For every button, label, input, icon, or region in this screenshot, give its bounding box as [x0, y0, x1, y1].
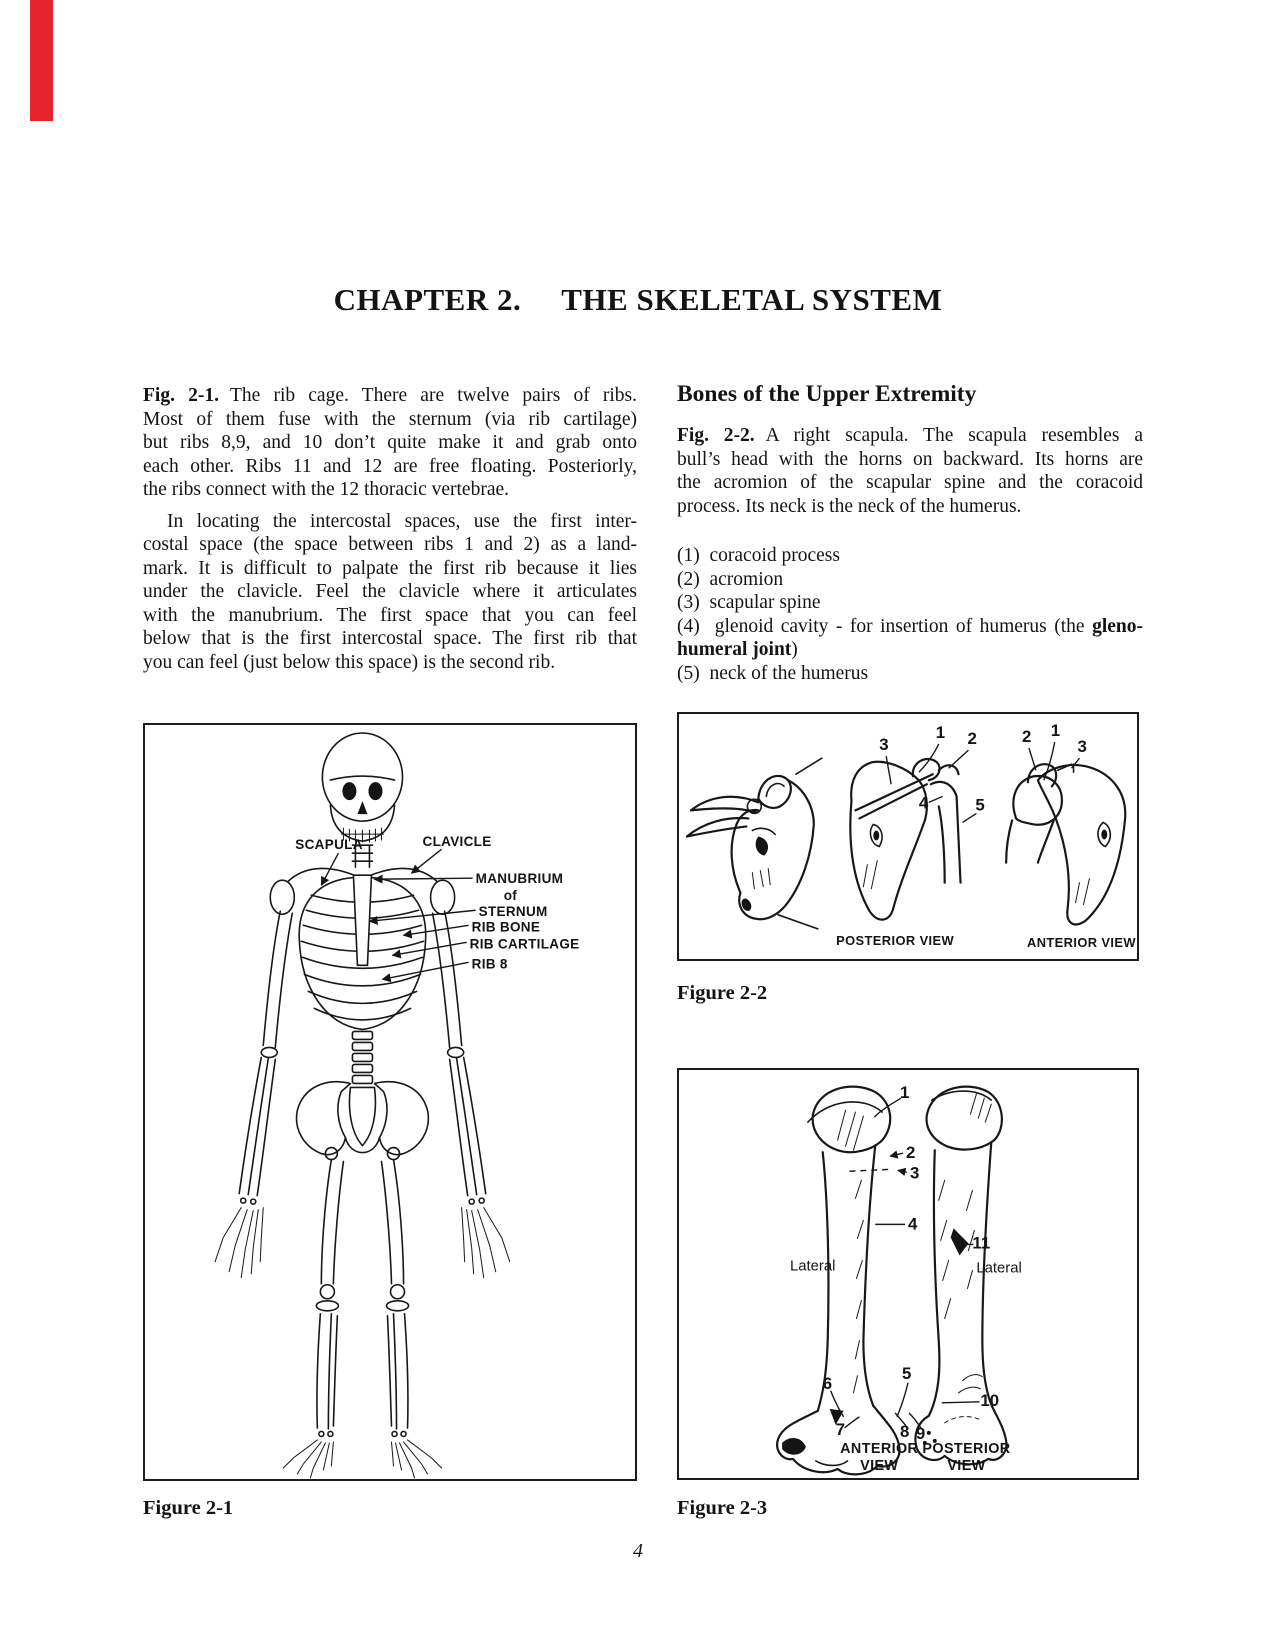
- figure-2-3-box: [677, 1068, 1139, 1480]
- paragraph-line: each other. Ribs 11 and 12 are free floating. Posteriorly,: [143, 455, 637, 477]
- eye-socket: [368, 782, 382, 800]
- label-rib-bone: RIB BONE: [471, 919, 541, 935]
- bull-head: [687, 758, 822, 929]
- label-scapula: SCAPULA: [295, 837, 363, 853]
- callout-1: 1: [935, 723, 946, 743]
- callout-5: 5: [902, 1363, 912, 1383]
- callout-4: 4: [918, 793, 929, 813]
- paragraph-line: mark. It is difficult to palpate the first rib because it lies: [143, 557, 637, 579]
- callout-1: 1: [900, 1082, 910, 1103]
- anterior-view-word: VIEW: [860, 1457, 899, 1475]
- figure-2-1-box: [143, 723, 637, 1481]
- list-item: (3) scapular spine: [677, 592, 821, 613]
- callout-7: 7: [835, 1419, 846, 1439]
- callout-10: 10: [980, 1390, 1000, 1410]
- section-heading: Bones of the Upper Extremity: [677, 381, 977, 407]
- callout-9: 9: [915, 1423, 926, 1443]
- paragraph-line: Most of them fuse with the sternum (via rib cartilage): [143, 408, 637, 430]
- leg-left: [283, 1160, 343, 1478]
- lateral-label-right: Lateral: [976, 1259, 1022, 1277]
- chapter-name: THE SKELETAL SYSTEM: [561, 282, 943, 317]
- figure-2-3-caption: Figure 2-3: [677, 1497, 768, 1519]
- humerus-anterior: [777, 1087, 899, 1475]
- callout-6: 6: [822, 1373, 833, 1393]
- callout-11: 11: [972, 1233, 991, 1253]
- scapula-anterior-view: [1006, 721, 1125, 924]
- scapula-drawing: [679, 714, 1137, 959]
- radial-groove-arrow: [951, 1228, 969, 1255]
- callout-8: 8: [900, 1421, 910, 1441]
- list-item-wrap: [677, 638, 1143, 662]
- paragraph-line: process. Its neck is the neck of the humerus.: [677, 495, 1022, 517]
- paragraph-line: costal space (the space between ribs 1 and 2) as a land-: [143, 534, 637, 555]
- label-clavicle: CLAVICLE: [422, 834, 492, 850]
- left-text-column: [143, 384, 637, 674]
- callout-3: 3: [909, 1163, 920, 1183]
- list-item-text: (4) glenoid cavity - for insertion of humerus (the: [677, 615, 1093, 637]
- scapula-right: [431, 880, 455, 914]
- paragraph-line: [677, 424, 1143, 448]
- eye-socket: [342, 782, 356, 800]
- list-item-bold: humeral joint: [677, 639, 792, 660]
- callout-5: 5: [975, 795, 985, 815]
- posterior-view-label: POSTERIOR VIEW: [836, 932, 955, 948]
- chapter-title: [0, 282, 1276, 318]
- callout-3: 3: [879, 735, 889, 755]
- sternum: [353, 875, 371, 965]
- callout-2: 2: [1022, 727, 1032, 747]
- fig-2-2-label: Fig. 2-2.: [677, 425, 755, 446]
- paragraph-text: The rib cage. There are twelve pairs of ribs.: [229, 385, 637, 406]
- arm-left: [215, 911, 292, 1277]
- pelvis: [297, 1082, 429, 1160]
- page-number: 4: [633, 1540, 643, 1562]
- nasal-opening: [357, 801, 367, 814]
- anterior-view-label: ANTERIOR VIEW: [1027, 934, 1136, 950]
- callout-1: 1: [1050, 720, 1061, 741]
- paragraph-line: the ribs connect with the 12 thoracic vertebrae.: [143, 479, 510, 500]
- posterior-view-label: POSTERIOR: [922, 1440, 1011, 1457]
- paragraph-line: bull’s head with the horns on backward. Its horns are: [677, 448, 1143, 470]
- callout-4: 4: [908, 1214, 918, 1234]
- label-manubrium: MANUBRIUM: [475, 871, 564, 887]
- label-rib-8: RIB 8: [471, 956, 508, 972]
- scapula-left: [270, 880, 294, 914]
- list-item: [677, 615, 1143, 639]
- humerus-drawing: [679, 1070, 1137, 1478]
- chapter-number: CHAPTER 2.: [333, 282, 522, 317]
- list-item-bold: gleno-: [1092, 615, 1143, 637]
- list-item: (2) acromion: [677, 568, 784, 590]
- leg-right: [381, 1160, 441, 1478]
- paragraph-line: [143, 384, 637, 408]
- right-text-column: [677, 381, 1143, 685]
- paragraph-line: In locating the intercostal spaces, use the first inter-: [167, 510, 637, 532]
- callout-2: 2: [906, 1143, 916, 1163]
- figure-2-2-caption: Figure 2-2: [677, 982, 768, 1004]
- scapula-posterior-view: [850, 723, 984, 920]
- label-sternum: STERNUM: [478, 904, 548, 920]
- figure-2-2-box: [677, 712, 1139, 961]
- lateral-label-left: Lateral: [790, 1257, 836, 1275]
- lumbar-spine: [352, 1031, 372, 1083]
- anterior-view-label: ANTERIOR: [840, 1440, 919, 1457]
- paragraph-line: but ribs 8,9, and 10 don’t quite make it and grab onto: [143, 432, 637, 453]
- callout-2: 2: [967, 729, 977, 749]
- list-item-text: ): [791, 639, 798, 660]
- figure-2-1-caption: Figure 2-1: [143, 1497, 234, 1519]
- medial-epicondyle-shading: [782, 1438, 806, 1455]
- callout-3: 3: [1077, 737, 1087, 757]
- list-item: (1) coracoid process: [677, 545, 840, 566]
- coracoid-process: [939, 765, 959, 774]
- skeleton-drawing: [145, 725, 635, 1479]
- humerus-stub: [931, 782, 961, 883]
- paragraph-line: with the manubrium. The first space that you can feel: [143, 604, 637, 626]
- posterior-view-word: VIEW: [947, 1457, 986, 1475]
- paragraph-line: you can feel (just below this space) is the second rib.: [143, 651, 556, 673]
- paragraph-line: the acromion of the scapular spine and the coracoid: [677, 472, 1143, 493]
- paragraph-text: A right scapula. The scapula resembles a: [765, 425, 1143, 446]
- paragraph-line: under the clavicle. Feel the clavicle where it articulates: [143, 581, 637, 602]
- clavicle-left: [288, 868, 356, 881]
- label-rib-cartilage: RIB CARTILAGE: [469, 936, 580, 952]
- list-item: (5) neck of the humerus: [677, 662, 869, 684]
- paragraph-line: below that is the first intercostal space. The first rib that: [143, 628, 637, 649]
- red-margin-mark: [30, 0, 53, 121]
- fig-2-1-label: Fig. 2-1.: [143, 385, 219, 406]
- label-of: of: [503, 888, 518, 904]
